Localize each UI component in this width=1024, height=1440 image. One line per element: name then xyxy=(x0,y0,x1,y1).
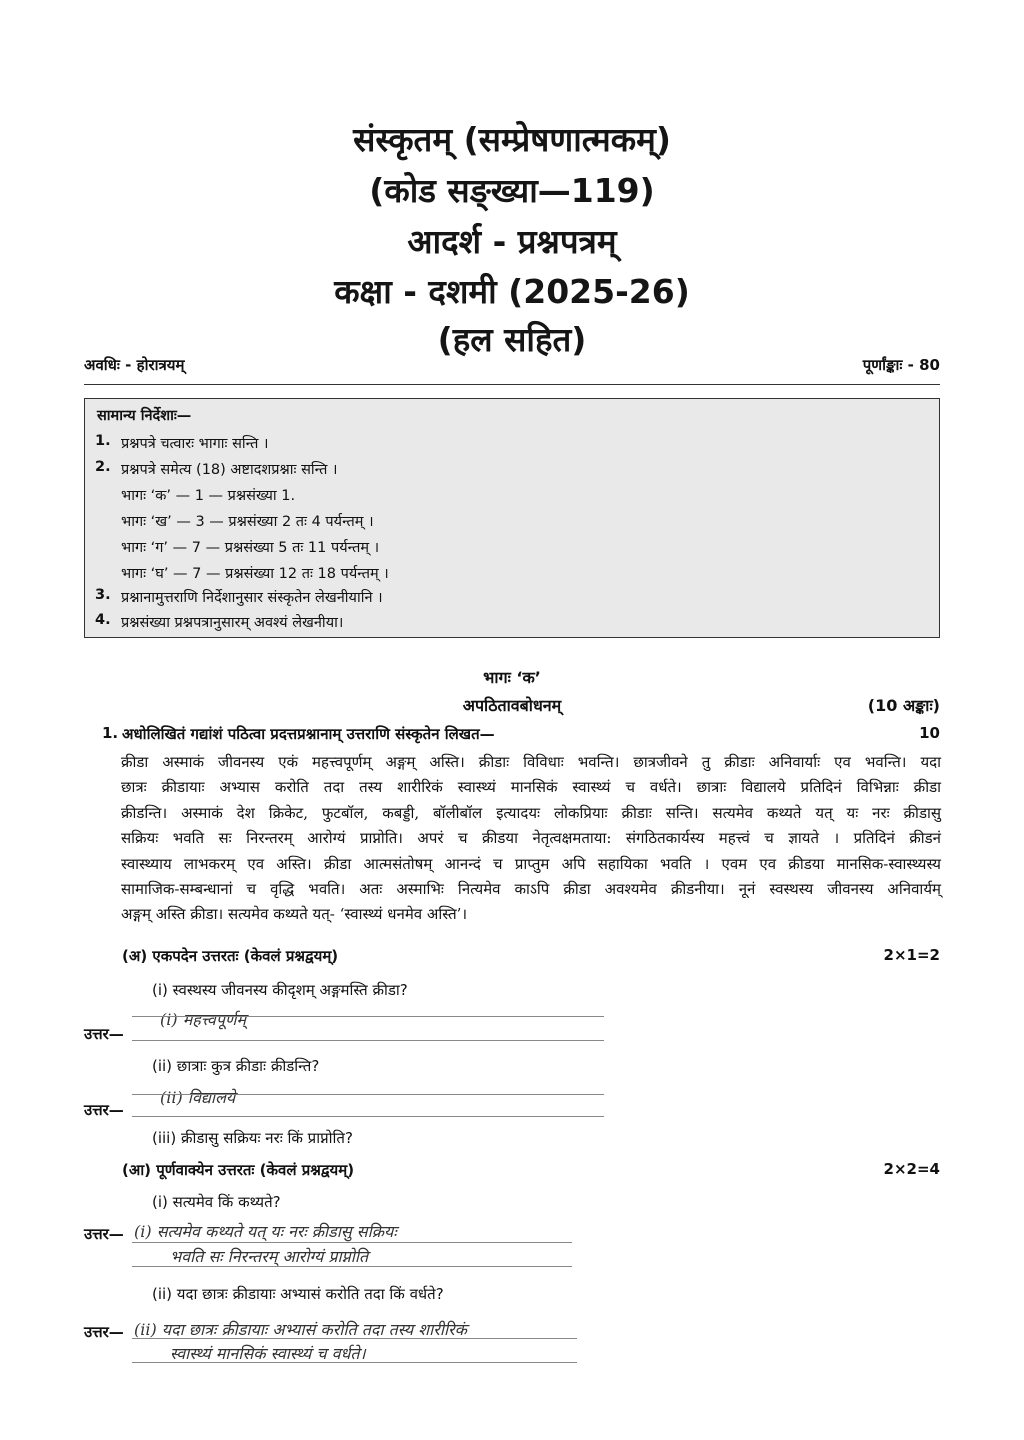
answer-line xyxy=(132,1338,577,1339)
instructions-heading: सामान्य निर्देशाः— xyxy=(97,408,192,424)
title-line-2: (कोड सङ्ख्या—119) xyxy=(369,171,655,210)
handwritten-answer-b1-line1: (i) सत्यमेव कथ्यते यत् यः नरः क्रीडासु सक्रियः xyxy=(134,1222,397,1241)
handwritten-answer-b1-line2: भवति सः निरन्तरम् आरोग्यं प्राप्नोति xyxy=(170,1247,369,1266)
instruction-number: 1. xyxy=(95,433,111,449)
instruction-text: भागः ‘ग’ — 7 — प्रश्नसंख्या 5 तः 11 पर्यन्तम् । xyxy=(121,540,380,556)
part-a-marks: 2×1=2 xyxy=(883,946,940,964)
instructions-box xyxy=(84,398,940,638)
part-a-question-2: (ii) छात्राः कुत्र क्रीडाः क्रीडन्ति? xyxy=(152,1057,320,1075)
part-a-question-1: (i) स्वस्थस्य जीवनस्य कीदृशम् अङ्गमस्ति क्रीडा? xyxy=(152,981,408,999)
answer-line xyxy=(132,1040,604,1041)
question-marks: 10 xyxy=(919,724,940,742)
title-line-1: संस्कृतम् (सम्प्रेषणात्मकम्) xyxy=(353,120,671,159)
section-name: अपठितावबोधनम् xyxy=(462,696,562,715)
instruction-text: प्रश्नपत्रे समेत्य (18) अष्टादशप्रश्नाः सन्ति । xyxy=(121,462,338,478)
passage xyxy=(121,750,941,928)
part-b-label: (आ) पूर्णवाक्येन उत्तरतः (केवलं प्रश्नद्वयम्) xyxy=(122,1161,355,1179)
instruction-text: भागः ‘घ’ — 7 — प्रश्नसंख्या 12 तः 18 पर्यन्तम् । xyxy=(121,566,389,582)
title-line-4: कक्षा - दशमी (2025-26) xyxy=(334,272,690,311)
part-b-question-1: (i) सत्यमेव किं कथ्यते? xyxy=(152,1193,281,1211)
passage-line: छात्रः क्रीडायाः अभ्यास करोति तदा तस्य शारीरिकं स्वास्थ्यं मानसिकं स्वास्थ्यं च वर्धते। छात्राः विद्यालये प्रतिदिनं विभिन्नाः क्रीडा xyxy=(121,778,941,797)
header-divider xyxy=(84,384,940,385)
question-text: अधोलिखितं गद्यांशं पठित्वा प्रदत्तप्रश्नानाम् उत्तराणि संस्कृतेन लिखत— xyxy=(122,725,495,743)
answer-line xyxy=(132,1094,604,1095)
instruction-number: 3. xyxy=(95,587,111,603)
instruction-text: भागः ‘क’ — 1 — प्रश्नसंख्या 1. xyxy=(121,488,296,504)
instruction-number: 4. xyxy=(95,612,111,628)
instruction-text: प्रश्नानामुत्तराणि निर्देशानुसार संस्कृतेन लेखनीयानि । xyxy=(121,590,383,606)
instruction-text: प्रश्नपत्रे चत्वारः भागाः सन्ति । xyxy=(121,436,269,452)
part-a-question-3: (iii) क्रीडासु सक्रियः नरः किं प्राप्नोति? xyxy=(152,1129,353,1147)
answer-line xyxy=(132,1116,604,1117)
answer-label: उत्तर— xyxy=(84,1025,124,1043)
title-line-3: आदर्श - प्रश्नपत्रम् xyxy=(407,222,617,261)
passage-line: क्रीडन्ति। अस्माकं देश क्रिकेट, फुटबॉल, कबड्डी, बॉलीबॉल इत्यादयः लोकप्रियाः क्रीडाः सन्ति। सत्यमेव कथ्यते यत् यः नरः क्रीडासु xyxy=(121,803,941,822)
duration: अवधिः - होरात्रयम् xyxy=(84,356,185,374)
instruction-number: 2. xyxy=(95,459,111,475)
passage-line: क्रीडा अस्माकं जीवनस्य एकं महत्त्वपूर्णम् अङ्गम् अस्ति। क्रीडाः विविधाः भवन्ति। छात्रजीवने तु क्रीडाः अनिवार्याः एव भवन्ति। यदा xyxy=(121,753,941,771)
part-b-question-2: (ii) यदा छात्रः क्रीडायाः अभ्यासं करोति तदा किं वर्धते? xyxy=(152,1285,444,1303)
handwritten-answer-b2-line2: स्वास्थ्यं मानसिकं स्वास्थ्यं च वर्धते। xyxy=(170,1344,366,1363)
instruction-text: प्रश्नसंख्या प्रश्नपत्रानुसारम् अवश्यं लेखनीया। xyxy=(121,615,344,631)
passage-line: सामाजिक-सम्बन्धानां च वृद्धि भवति। अतः अस्माभिः नित्यमेव काऽपि क्रीडा अवश्यमेव क्रीडनीया। नूनं स्वस्थस्य जीवनस्य अनिवार्यम् xyxy=(121,880,941,899)
handwritten-answer-b2-line1: (ii) यदा छात्रः क्रीडायाः अभ्यासं करोति तदा तस्य शारीरिकं xyxy=(134,1320,467,1339)
handwritten-answer-a1: (i) महत्त्वपूर्णम् xyxy=(160,1010,247,1029)
part-b-marks: 2×2=4 xyxy=(883,1160,940,1178)
title-line-5: (हल सहित) xyxy=(437,320,587,359)
answer-line xyxy=(132,1242,572,1243)
part-a-label: (अ) एकपदेन उत्तरतः (केवलं प्रश्नद्वयम्) xyxy=(122,947,339,965)
full-marks: पूर्णांङ्काः - 80 xyxy=(862,356,940,374)
answer-label: उत्तर— xyxy=(84,1225,124,1243)
section-part: भागः ‘क’ xyxy=(483,668,541,687)
question-number: 1. xyxy=(102,724,119,742)
passage-line: सक्रियः भवति सः निरन्तरम् आरोग्यं प्राप्नोति। अपरं च क्रीडया नेतृत्वक्षमताया: संगठितकार्यस्य महत्त्वं च ज्ञायते । प्रतिदिनं क्रीडनं xyxy=(121,829,941,848)
instruction-text: भागः ‘ख’ — 3 — प्रश्नसंख्या 2 तः 4 पर्यन्तम् । xyxy=(121,514,374,530)
passage-line: अङ्गम् अस्ति क्रीडा। सत्यमेव कथ्यते यत्- ‘स्वास्थ्यं धनमेव अस्ति’। xyxy=(121,905,468,924)
handwritten-answer-a2: (ii) विद्यालये xyxy=(160,1088,236,1107)
passage-line: स्वास्थ्याय लाभकरम् एव अस्ति। क्रीडा आत्मसंतोषम् आनन्दं च प्राप्तुम अपि सहायिका भवति । एवम एव क्रीडया मानसिक-स्वास्थ्यस्य xyxy=(121,854,941,873)
section-marks: (10 अङ्काः) xyxy=(867,696,940,715)
answer-line xyxy=(132,1016,604,1017)
answer-label: उत्तर— xyxy=(84,1101,124,1119)
answer-label: उत्तर— xyxy=(84,1323,124,1341)
answer-line xyxy=(132,1362,577,1363)
answer-line xyxy=(132,1266,572,1267)
